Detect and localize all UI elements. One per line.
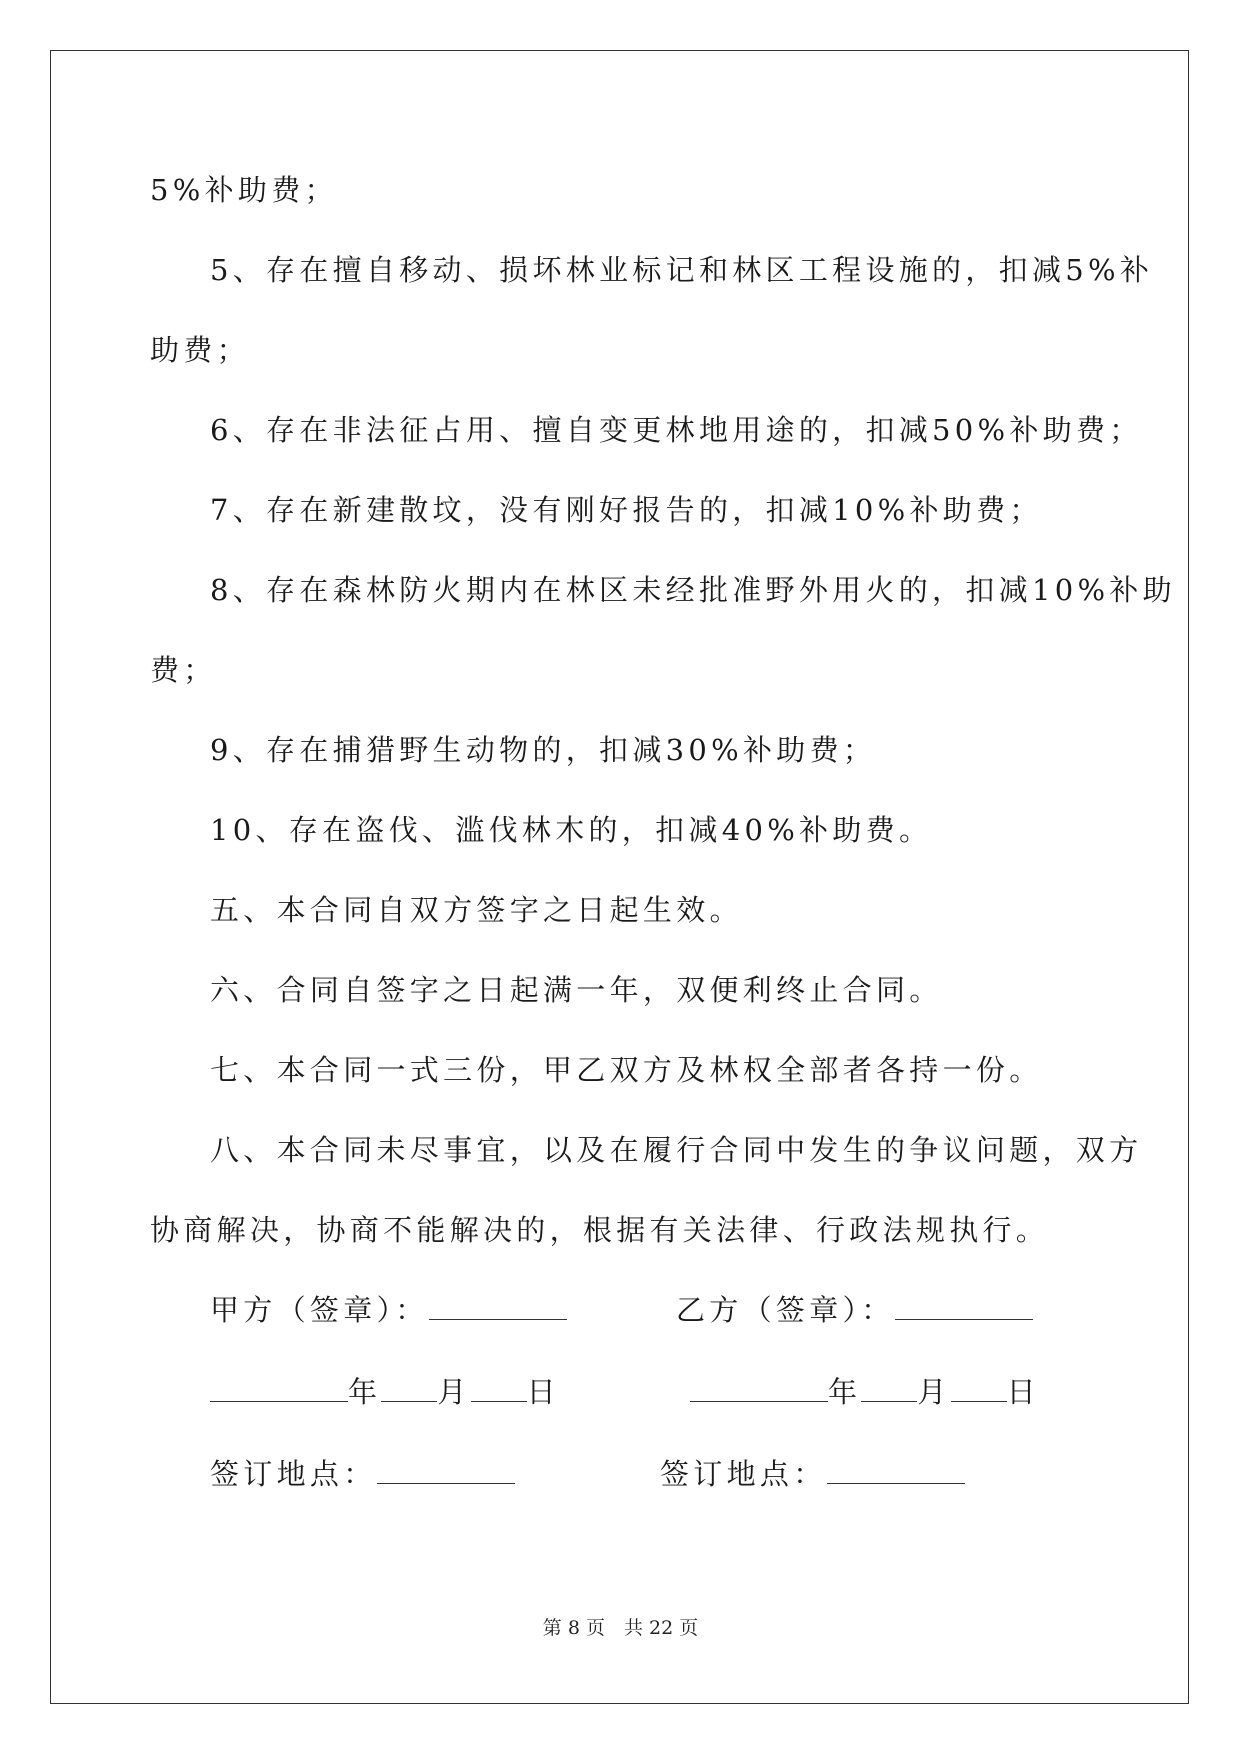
party-a-blank <box>429 1293 567 1320</box>
text-line: 10、存在盗伐、滥伐林木的，扣减40%补助费。 <box>210 813 933 847</box>
text-line: 七、本合同一式三份，甲乙双方及林权全部者各持一份。 <box>210 1053 1043 1087</box>
party-b-blank <box>895 1293 1033 1320</box>
month-label: 月 <box>437 1375 471 1409</box>
month-blank <box>381 1375 437 1402</box>
party-a-signature <box>210 1292 567 1328</box>
text-line: 8、存在森林防火期内在林区未经批准野外用火的，扣减10%补助 <box>210 573 1176 607</box>
text-line: 五、本合同自双方签字之日起生效。 <box>210 893 743 927</box>
place-blank <box>377 1457 515 1484</box>
month-blank <box>861 1375 917 1402</box>
party-a-date <box>210 1374 560 1410</box>
place-label: 签订地点： <box>210 1457 377 1491</box>
party-a-place <box>210 1456 515 1492</box>
text-line: 协商解决，协商不能解决的，根据有关法律、行政法规执行。 <box>150 1213 1050 1247</box>
text-line: 5%补助费； <box>150 173 338 207</box>
text-line: 八、本合同未尽事宜，以及在履行合同中发生的争议问题，双方 <box>210 1133 1143 1167</box>
text-line: 5、存在擅自移动、损坏林业标记和林区工程设施的，扣减5%补 <box>210 253 1154 287</box>
text-line: 助费； <box>150 333 250 367</box>
page-footer: 第 8 页 共 22 页 <box>542 1617 699 1639</box>
year-label: 年 <box>828 1375 862 1409</box>
month-label: 月 <box>917 1375 951 1409</box>
text-line: 六、合同自签字之日起满一年，双便利终止合同。 <box>210 973 943 1007</box>
place-blank <box>827 1457 965 1484</box>
party-b-date <box>690 1374 1040 1410</box>
day-blank <box>951 1375 1007 1402</box>
text-line: 费； <box>150 653 217 687</box>
year-label: 年 <box>348 1375 382 1409</box>
text-line: 6、存在非法征占用、擅自变更林地用途的，扣减50%补助费； <box>210 413 1143 447</box>
day-label: 日 <box>1006 1375 1040 1409</box>
text-line: 7、存在新建散坟，没有刚好报告的，扣减10%补助费； <box>210 493 1043 527</box>
year-blank <box>690 1375 828 1402</box>
place-label: 签订地点： <box>660 1457 827 1491</box>
party-b-place <box>660 1456 965 1492</box>
year-blank <box>210 1375 348 1402</box>
text-line: 9、存在捕猎野生动物的，扣减30%补助费； <box>210 733 877 767</box>
party-b-label: 乙方（签章）： <box>676 1293 895 1327</box>
day-label: 日 <box>526 1375 560 1409</box>
day-blank <box>471 1375 527 1402</box>
party-b-signature <box>676 1292 1033 1328</box>
party-a-label: 甲方（签章）： <box>210 1293 429 1327</box>
